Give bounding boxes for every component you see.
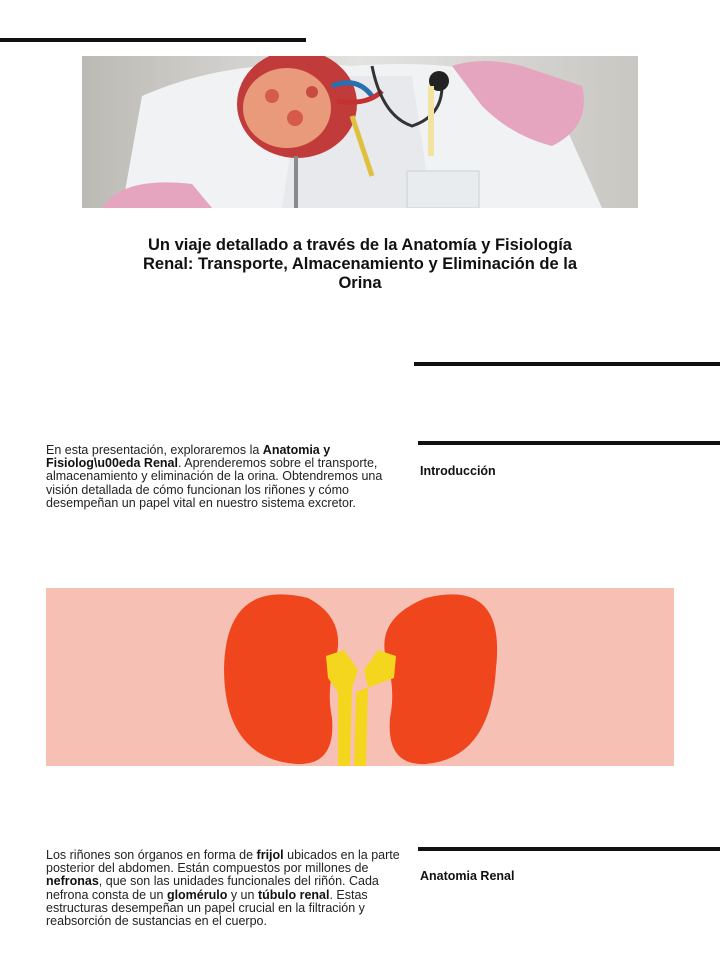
kidneys-illustration — [46, 588, 674, 766]
anatomy-label: Anatomia Renal — [420, 869, 515, 883]
top-rule — [0, 38, 306, 42]
right-rule-1 — [414, 362, 720, 366]
intro-paragraph: En esta presentación, exploraremos la Anatomia y Fisiolog\u00eda Renal. Aprenderemos sobre el transporte, almacenamiento y eliminación de la orina. Obtendremos una visión detallada de cómo funcionan los riñones y cómo desempeñan un papel vital en nuestro sistema excretor. — [46, 443, 383, 510]
hero-illustration — [82, 56, 638, 208]
page-title: Un viaje detallado a través de la Anatomía y Fisiología Renal: Transporte, Almacenamiento y Eliminación de la Orina — [142, 236, 577, 292]
intro-label: Introducción — [420, 464, 496, 478]
right-rule-3 — [418, 847, 720, 851]
kidneys-svg — [46, 588, 674, 766]
hero-photo-doctor-kidney-model — [82, 56, 638, 208]
anatomy-paragraph: Los riñones son órganos en forma de frijol ubicados en la parte posterior del abdomen. Están compuestos por millones de nefronas, que son las unidades funcionales del riñón. Cada nefrona consta de un glomérulo y un túbulo renal. Estas estructuras desempeñan un papel crucial en la filtración y reabsorción de sustancias en el cuerpo. — [46, 848, 400, 929]
right-rule-2 — [418, 441, 720, 445]
